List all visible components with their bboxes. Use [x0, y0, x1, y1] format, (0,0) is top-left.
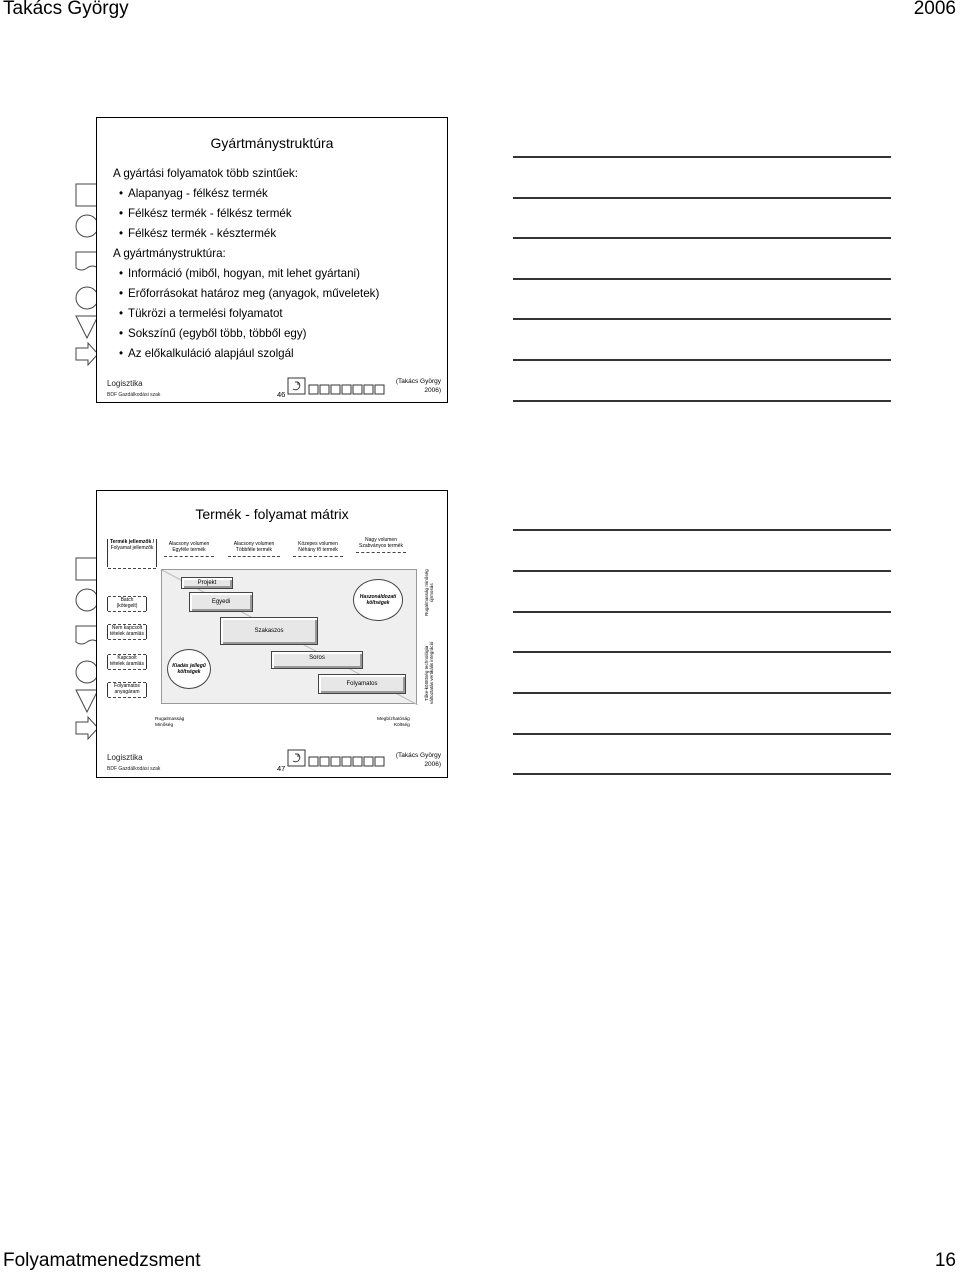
section-heading: A gyártási folyamatok több szintűek: — [113, 167, 298, 180]
column-header — [164, 541, 214, 557]
nav-buttons[interactable] — [287, 749, 392, 774]
page-footer-right: 16 — [934, 1250, 956, 1271]
page-footer-left: Folyamatmenedzsment — [3, 1250, 201, 1271]
right-top-label: Rugalmasság minőség újrmosás — [424, 569, 434, 617]
bottom-right-line: Költség — [393, 723, 410, 728]
footer-logisztika: Logisztika — [107, 753, 143, 762]
footer-logisztika: Logisztika — [107, 379, 143, 388]
column-header-line: Többféle termék — [235, 547, 273, 553]
haszon-label: Haszonáldozati költségek — [353, 579, 403, 621]
slide-number: 46 — [277, 390, 286, 399]
row-header — [107, 683, 147, 697]
cell-folyamatos: Folyamatos — [318, 674, 406, 694]
author-year: 2006) — [424, 387, 441, 394]
bottom-right-label — [377, 717, 410, 729]
slide-termek-folyamat-matrix — [96, 490, 448, 778]
column-header — [228, 541, 280, 557]
page-header-left: Takács György — [3, 0, 129, 19]
author-line: (Takács György — [395, 378, 441, 385]
bullet-item: • Félkész termék - késztermék — [113, 224, 379, 244]
cell-egyedi: Egyedi — [189, 592, 253, 612]
row-header-line: Nem kapcsolt — [111, 625, 143, 631]
kiadas-label: Kiadás jellegű költségek — [167, 649, 211, 689]
cell-soros: Soros — [271, 651, 363, 669]
section-heading: A gyártmánystruktúra: — [113, 247, 226, 260]
bullet-item: • Információ (miből, hogyan, mit lehet gyártani) — [113, 264, 379, 284]
slide-title: Gyártmánystruktúra — [210, 135, 334, 151]
slide-gyartmanystruktura — [96, 117, 448, 403]
footer-school: BDF Gazdálkodási szak — [107, 392, 161, 398]
corner-label-line: Termék jellemzők / — [109, 539, 155, 545]
footer-author — [396, 751, 441, 769]
column-header-line: Szabványos termék — [359, 543, 403, 549]
page-header-right: 2006 — [913, 0, 956, 19]
column-header-line: Alacsony volumen — [168, 541, 210, 547]
bullet-item: • Tükrözi a termelési folyamatot — [113, 304, 379, 324]
row-header-line: (kötegelt) — [116, 603, 138, 609]
author-year: 2006) — [424, 761, 441, 768]
footer-author — [396, 377, 441, 395]
column-header — [356, 537, 406, 553]
matrix-corner-label — [107, 539, 157, 567]
column-header-line: Egyféle termék — [172, 547, 206, 553]
row-header-line: Folyamatos — [114, 683, 140, 689]
row-header — [107, 655, 147, 669]
row-header — [107, 597, 147, 611]
column-header-line: Néhány fő termék — [298, 547, 338, 553]
footer-school: BDF Gazdálkodási szak — [107, 766, 161, 772]
row-header-line: Batch — [120, 597, 134, 603]
corner-label-line: Folyamat jellemzők — [110, 545, 154, 551]
row-header-line: tételek áramlás — [110, 631, 144, 637]
row-header-line: anyagáram — [114, 689, 140, 695]
bullet-item: • Erőforrásokat határoz meg (anyagok, műveletek) — [113, 284, 379, 304]
bottom-left-line: Rugalmasság — [155, 717, 185, 722]
bottom-left-label — [155, 717, 184, 729]
column-header-line: Alacsony volumen — [233, 541, 275, 547]
row-header-line: Kapcsolt — [117, 655, 137, 661]
slide-content — [113, 164, 379, 364]
bottom-right-line: Megbízhatóság — [377, 717, 410, 722]
cell-szakaszos: Szakaszos — [220, 617, 318, 645]
bullet-item: • Alapanyag - félkész termék — [113, 184, 379, 204]
column-header — [293, 541, 343, 557]
slide-title: Termék - folyamat mátrix — [195, 506, 349, 522]
nav-buttons[interactable] — [287, 377, 392, 402]
column-header-line: Nagy volumen — [365, 537, 397, 543]
row-header — [107, 625, 147, 639]
column-header-line: Közepes volumen — [298, 541, 338, 547]
row-header-line: tételek áramlás — [110, 661, 144, 667]
bottom-left-line: Minőség — [155, 723, 174, 728]
right-bottom-label: Tőke-kötöttség technológia változtatás vertikális integráció — [424, 641, 434, 705]
author-line: (Takács György — [395, 752, 441, 759]
bullet-item: • Az előkalkuláció alapjául szolgál — [113, 344, 379, 364]
slide-number: 47 — [277, 764, 286, 773]
bullet-item: • Félkész termék - félkész termék — [113, 204, 379, 224]
bullet-item: • Sokszínű (egyből több, többől egy) — [113, 324, 379, 344]
cell-projekt: Projekt — [181, 577, 233, 589]
